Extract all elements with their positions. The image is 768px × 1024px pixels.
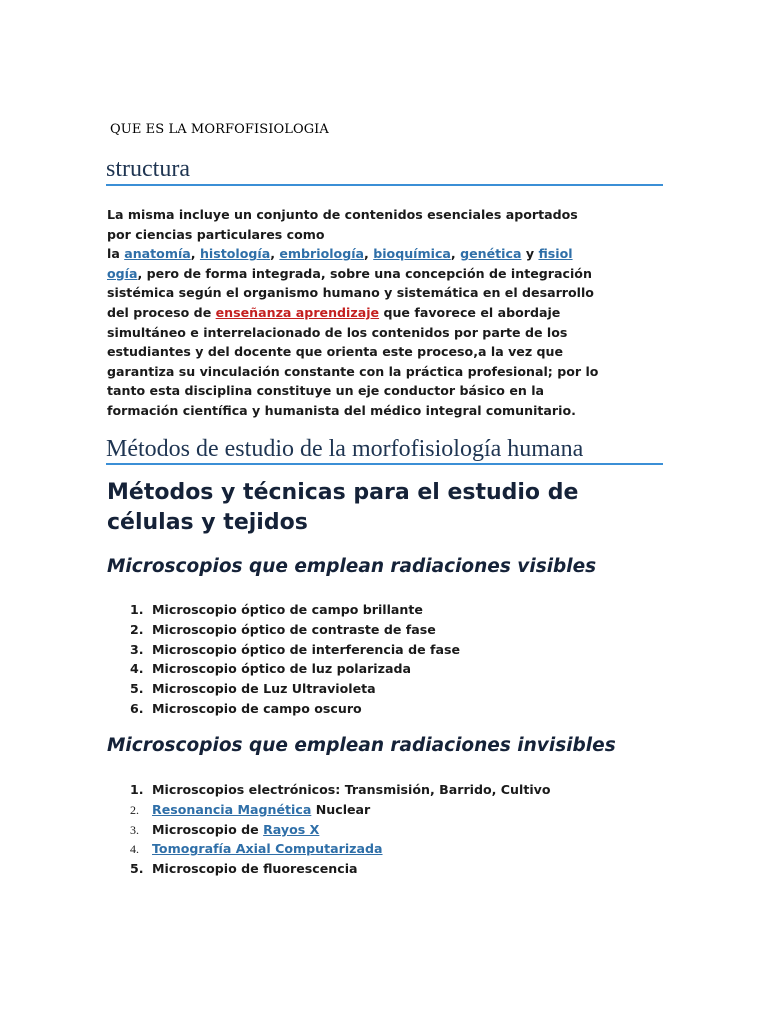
link-anatomia[interactable]: anatomía (124, 246, 191, 262)
section-heading-metodos-estudio: Métodos de estudio de la morfofisiología humana (106, 436, 584, 462)
heading-underline (106, 184, 663, 186)
paragraph-line (107, 342, 563, 362)
heading-radiaciones-visibles: Microscopios que emplean radiaciones visibles (107, 556, 597, 577)
paragraph-text: por ciencias particulares como (107, 226, 325, 242)
list-item (130, 861, 358, 876)
paragraph-text: La misma incluye un conjunto de contenidos esenciales aportados (107, 207, 578, 222)
link-histologia[interactable]: histología (199, 246, 271, 262)
list-item-label: Nuclear (311, 801, 371, 817)
link-fisiol[interactable]: fisiol (538, 246, 573, 262)
list-item-label: Microscopio óptico de campo brillante (152, 602, 423, 617)
paragraph-text: garantiza su vinculación constante con la práctica profesional; por lo (107, 363, 599, 379)
paragraph-line (107, 205, 578, 225)
link-ogia[interactable]: ogía (107, 265, 138, 281)
link-bioquimica[interactable]: bioquímica (373, 246, 451, 262)
list-item (130, 681, 376, 696)
paragraph-line (107, 381, 544, 401)
paragraph-line (107, 303, 560, 323)
list-number: 5. (130, 681, 144, 697)
paragraph-text: y (521, 246, 539, 262)
paragraph-line (107, 323, 567, 343)
subheading-metodos-tecnicas: Métodos y técnicas para el estudio de (107, 480, 579, 505)
paragraph-text: estudiantes y del docente que orienta este proceso,a la vez que (107, 344, 564, 360)
list-number: 4. (130, 661, 144, 677)
section-heading-structura: structura (106, 156, 190, 182)
link-embriologia[interactable]: embriología (279, 246, 365, 262)
list-item-label: Microscopio óptico de contraste de fase (152, 621, 436, 637)
document-title: QUE ES LA MORFOFISIOLOGIA (110, 122, 329, 137)
list-number: 2. (130, 621, 144, 637)
list-number: 1. (130, 782, 144, 797)
list-radiaciones-visibles (130, 602, 550, 722)
list-number: 3. (130, 641, 144, 657)
paragraph-text: , (450, 246, 461, 262)
subheading-celulas-tejidos: células y tejidos (107, 510, 308, 535)
paragraph-line (107, 244, 573, 264)
heading-radiaciones-invisibles: Microscopios que emplean radiaciones invisibles (107, 735, 616, 756)
list-item (130, 782, 551, 797)
list-item (130, 661, 411, 676)
list-item (130, 622, 436, 637)
link-genetica[interactable]: genética (460, 246, 522, 262)
paragraph-text: tanto esta disciplina constituye un eje conductor básico en la (107, 383, 545, 399)
list-item (130, 602, 423, 617)
list-item-label: Microscopio de campo oscuro (152, 701, 362, 716)
list-item (130, 822, 319, 838)
structura-paragraph (107, 205, 667, 425)
list-item-label: Microscopios electrónicos: Transmisión, Barrido, Cultivo (152, 782, 551, 797)
list-item-label: Microscopio de fluorescencia (152, 861, 358, 877)
paragraph-text: del proceso de (107, 305, 216, 320)
list-number: 2. (130, 802, 139, 817)
heading-underline (106, 463, 663, 465)
link-resonancia-magnetica[interactable]: Resonancia Magnética (152, 801, 312, 817)
list-item (130, 841, 383, 857)
list-number: 4. (130, 842, 139, 857)
list-number: 3. (130, 822, 139, 837)
paragraph-line (107, 401, 576, 421)
paragraph-text: , pero de forma integrada, sobre una concepción de integración (137, 265, 592, 281)
list-radiaciones-invisibles (130, 782, 610, 882)
paragraph-text: que favorece el abordaje (379, 305, 561, 320)
list-number: 6. (130, 701, 144, 716)
paragraph-text: , (190, 246, 200, 262)
paragraph-text: , (270, 246, 280, 262)
paragraph-text: formación científica y humanista del médico integral comunitario. (107, 403, 576, 418)
paragraph-text: la (107, 246, 125, 262)
list-item (130, 802, 370, 818)
link-rayos-x[interactable]: Rayos X (263, 821, 320, 837)
list-item-label: Microscopio de Luz Ultravioleta (152, 681, 376, 697)
paragraph-line (107, 264, 592, 284)
list-item-label: Microscopio de (152, 821, 264, 837)
list-item (130, 701, 362, 716)
paragraph-line (107, 362, 598, 382)
list-item-label: Microscopio óptico de interferencia de fase (152, 641, 461, 657)
link-ensenanza-aprendizaje[interactable]: enseñanza aprendizaje (215, 305, 380, 320)
list-number: 5. (130, 861, 144, 877)
list-item-label: Microscopio óptico de luz polarizada (152, 661, 411, 677)
paragraph-line (107, 225, 325, 245)
link-tomografia-axial-computarizada[interactable]: Tomografía Axial Computarizada (152, 841, 383, 857)
paragraph-text: sistémica según el organismo humano y sistemática en el desarrollo (107, 285, 594, 301)
list-number: 1. (130, 602, 144, 617)
paragraph-text: , (364, 246, 374, 262)
list-item (130, 642, 460, 657)
paragraph-text: simultáneo e interrelacionado de los contenidos por parte de los (107, 324, 568, 340)
paragraph-line (107, 283, 594, 303)
